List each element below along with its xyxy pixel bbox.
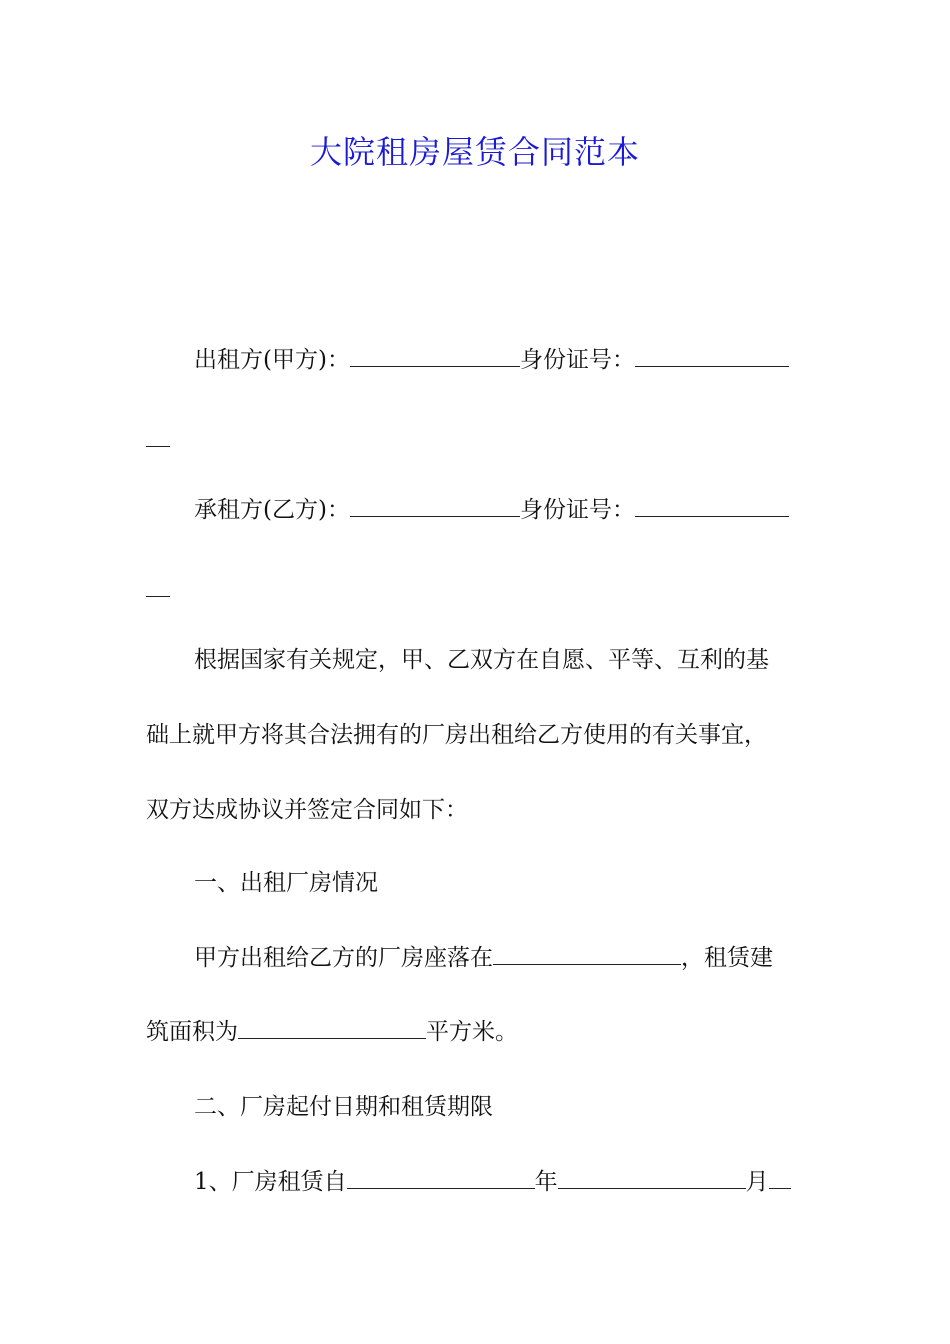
document-title: 大院租房屋赁合同范本 (309, 133, 640, 171)
lease-start-label: 1、厂房租赁自 (194, 1169, 347, 1195)
area-label: 筑面积为 (146, 1019, 238, 1045)
area-unit: 平方米。 (426, 1019, 518, 1045)
lessee-name-blank (350, 490, 520, 517)
area-blank (238, 1012, 426, 1039)
section1-heading: 一、出租厂房情况 (194, 870, 378, 896)
lessor-label: 出租方(甲方)： (194, 347, 350, 373)
lessee-id-blank-continued (146, 570, 170, 597)
lessor-name-blank (350, 340, 520, 367)
section2-item-1 (194, 1162, 806, 1202)
month-label: 月 (745, 1169, 769, 1195)
month-blank (558, 1162, 746, 1189)
lessee-line (194, 490, 806, 530)
intro-line-3: 双方达成协议并签定合同如下： (146, 797, 468, 823)
section1-line-2 (146, 1012, 806, 1052)
year-label: 年 (534, 1169, 558, 1195)
lessor-id-label: 身份证号： (519, 347, 635, 373)
day-blank (769, 1162, 791, 1189)
lessee-line-continuation (146, 570, 806, 610)
lessor-line-continuation (146, 420, 806, 460)
lessor-line (194, 340, 806, 380)
lease-area-label: ，租赁建 (681, 945, 773, 971)
section2-heading: 二、厂房起付日期和租赁期限 (194, 1094, 493, 1120)
lessor-id-blank (635, 340, 789, 367)
intro-line-2: 础上就甲方将其合法拥有的厂房出租给乙方使用的有关事宜， (146, 722, 767, 748)
location-label: 甲方出租给乙方的厂房座落在 (194, 945, 493, 971)
lessor-id-blank-continued (146, 420, 170, 447)
lessee-id-blank (635, 490, 789, 517)
intro-line-1: 根据国家有关规定，甲、乙双方在自愿、平等、互利的基 (194, 647, 769, 673)
location-blank (493, 938, 681, 965)
lessee-id-label: 身份证号： (519, 497, 635, 523)
section1-line-1 (194, 938, 806, 978)
year-blank (347, 1162, 535, 1189)
lessee-label: 承租方(乙方)： (194, 497, 350, 523)
